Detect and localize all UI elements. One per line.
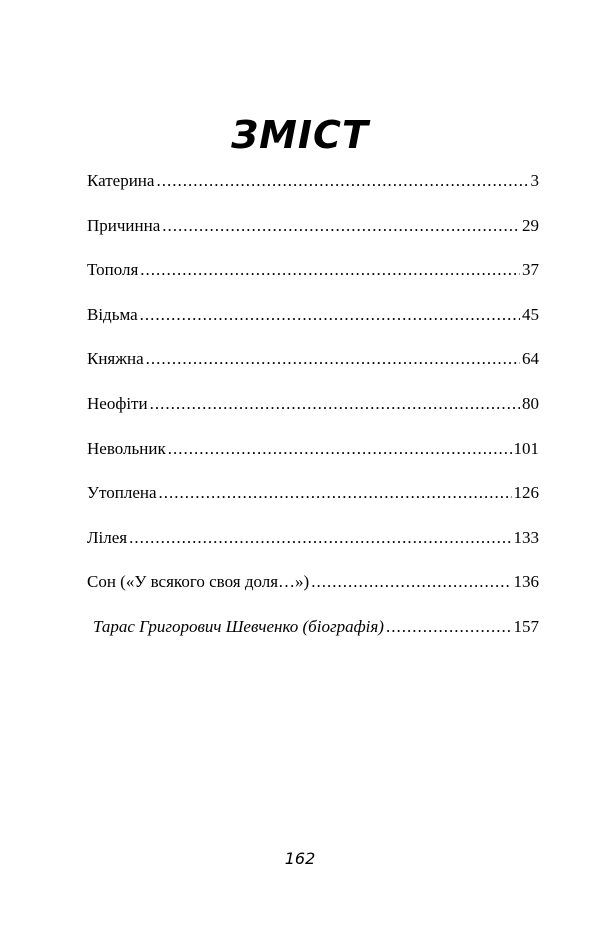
toc-entry xyxy=(87,300,539,345)
toc-entry-title: Княжна xyxy=(87,349,144,369)
toc-entry xyxy=(87,567,539,612)
toc-entry-title: Неофіти xyxy=(87,393,148,413)
toc-entry-page: 157 xyxy=(513,616,539,636)
toc-entry xyxy=(87,344,539,389)
toc-dot-leader xyxy=(162,211,520,241)
toc-entry-title: Тополя xyxy=(87,260,139,280)
toc-entry xyxy=(87,478,539,523)
toc-entry xyxy=(87,434,539,479)
toc-entry-title: Утоплена xyxy=(87,483,157,503)
toc-dot-leader xyxy=(311,567,511,597)
toc-entry-title: Катерина xyxy=(87,171,155,190)
toc-entry-page: 29 xyxy=(522,215,539,235)
toc-dot-leader xyxy=(156,166,528,196)
toc-entry-title: Лілея xyxy=(87,527,128,547)
toc-entry-page: 136 xyxy=(513,572,539,592)
toc-entry xyxy=(87,612,539,657)
toc-entry xyxy=(87,523,539,568)
toc-entry-page: 80 xyxy=(522,393,539,413)
toc-entry-page: 45 xyxy=(522,304,539,324)
toc-entry xyxy=(87,211,539,256)
page-title: ЗМІСТ xyxy=(231,113,369,158)
toc-entry-page: 37 xyxy=(522,260,539,280)
toc-entry-page: 3 xyxy=(530,171,539,190)
toc-entry-title: Сон («У всякого своя доля…») xyxy=(87,572,310,592)
toc-entry-page: 64 xyxy=(522,349,539,369)
toc-dot-leader xyxy=(150,389,520,419)
toc-entry-page: 126 xyxy=(513,483,539,503)
toc-entry-title: Тарас Григорович Шевченко (біографія) xyxy=(93,616,384,636)
toc-dot-leader xyxy=(129,523,511,553)
toc-entry xyxy=(87,389,539,434)
table-of-contents xyxy=(87,166,539,657)
toc-dot-leader xyxy=(168,434,512,464)
toc-entry-title: Причинна xyxy=(87,215,161,235)
toc-dot-leader xyxy=(159,478,512,508)
toc-entry xyxy=(87,255,539,300)
toc-dot-leader xyxy=(146,344,520,374)
toc-entry-title: Відьма xyxy=(87,304,138,324)
toc-entry xyxy=(87,166,539,211)
toc-dot-leader xyxy=(140,255,520,285)
toc-dot-leader xyxy=(140,300,520,330)
toc-entry-page: 101 xyxy=(513,438,539,458)
toc-entry-title: Невольник xyxy=(87,438,166,458)
page-number: 162 xyxy=(284,849,316,868)
toc-dot-leader xyxy=(386,612,512,642)
toc-entry-page: 133 xyxy=(513,527,539,547)
